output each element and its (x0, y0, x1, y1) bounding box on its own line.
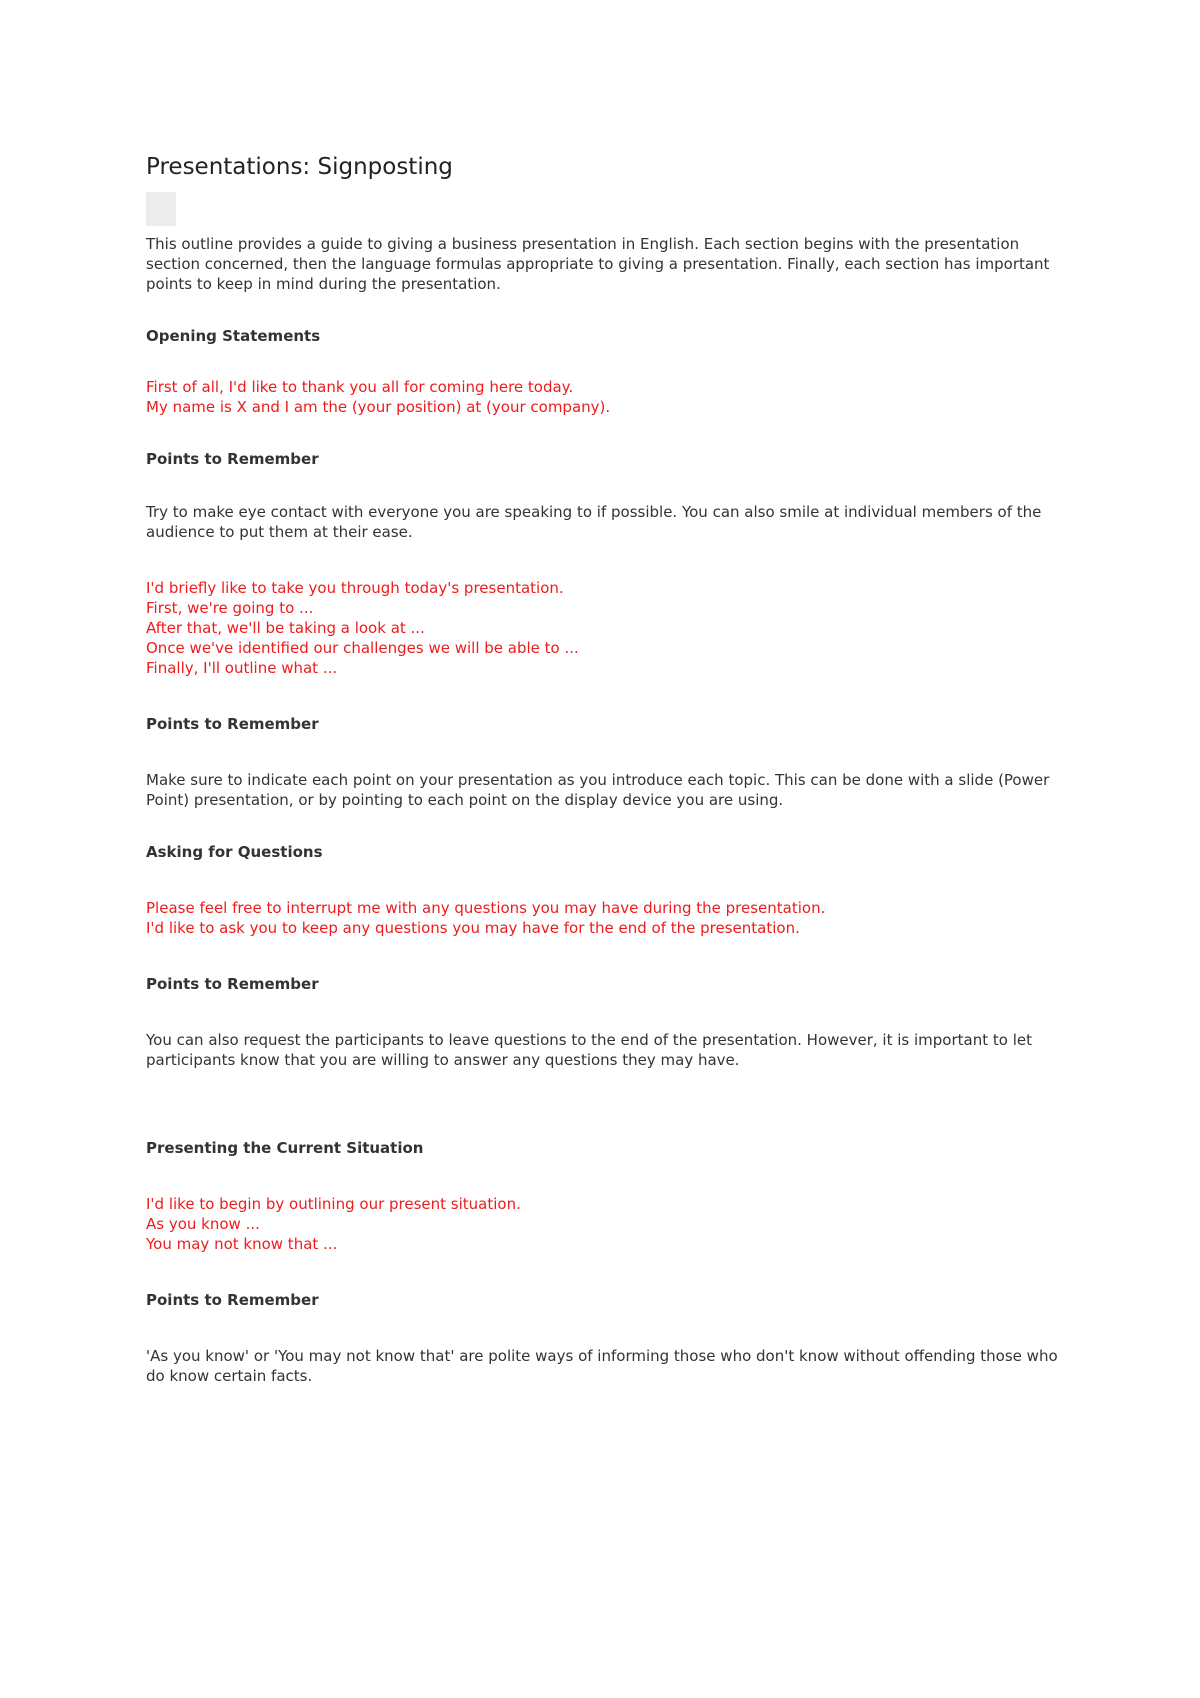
outline-phrases (146, 578, 1066, 678)
intro-paragraph: This outline provides a guide to giving a business presentation in English. Each section begins with the presentation section concerned, then the language formulas appropriate to giving a presentation. Finally, each section has important points to keep in mind during the presentation. (146, 235, 1050, 293)
phrase-line: I'd briefly like to take you through today's presentation. (146, 579, 564, 597)
questions-phrases (146, 898, 1066, 938)
phrase-line: First of all, I'd like to thank you all for coming here today. (146, 378, 574, 396)
image-placeholder (146, 192, 176, 226)
phrase-line: I'd like to ask you to keep any questions you may have for the end of the presentation. (146, 919, 800, 937)
phrase-line: Once we've identified our challenges we will be able to ... (146, 639, 579, 657)
phrase-line: First, we're going to ... (146, 599, 314, 617)
current-remember-text: 'As you know' or 'You may not know that' are polite ways of informing those who don't know without offending those who do know certain facts. (146, 1347, 1058, 1385)
phrase-line: Please feel free to interrupt me with any questions you may have during the presentation. (146, 899, 826, 917)
opening-remember-text: Try to make eye contact with everyone you are speaking to if possible. You can also smile at individual members of the audience to put them at their ease. (146, 503, 1042, 541)
opening-phrases (146, 377, 1066, 417)
questions-remember-heading: Points to Remember (146, 975, 319, 993)
phrase-line: As you know ... (146, 1215, 260, 1233)
questions-remember-text: You can also request the participants to leave questions to the end of the presentation. However, it is important to let participants know that you are willing to answer any questions they may have. (146, 1031, 1032, 1069)
phrase-line: After that, we'll be taking a look at ... (146, 619, 425, 637)
opening-remember-heading: Points to Remember (146, 450, 319, 468)
page-title: Presentations: Signposting (146, 154, 453, 180)
opening-statements-heading: Opening Statements (146, 327, 321, 345)
phrase-line: I'd like to begin by outlining our present situation. (146, 1195, 521, 1213)
outline-remember-text: Make sure to indicate each point on your presentation as you introduce each topic. This can be done with a slide (Power Point) presentation, or by pointing to each point on the display device you are using. (146, 771, 1050, 809)
phrase-line: My name is X and I am the (your position) at (your company). (146, 398, 611, 416)
asking-questions-heading: Asking for Questions (146, 843, 323, 861)
document-page (146, 152, 1066, 1386)
current-phrases (146, 1194, 1066, 1254)
current-situation-heading: Presenting the Current Situation (146, 1139, 424, 1157)
outline-remember-heading: Points to Remember (146, 715, 319, 733)
phrase-line: You may not know that ... (146, 1235, 338, 1253)
phrase-line: Finally, I'll outline what ... (146, 659, 338, 677)
current-remember-heading: Points to Remember (146, 1291, 319, 1309)
